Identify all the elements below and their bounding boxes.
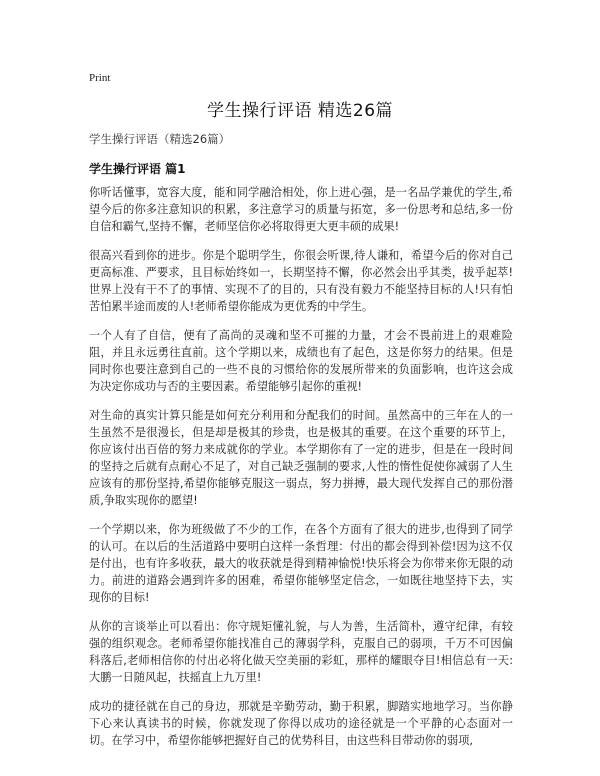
paragraph: 很高兴看到你的进步。你是个聪明学生，你很会听课,待人谦和，希望今后的你对自己更高标准、严要求，且目标始终如一，长期坚持不懈，你必然会出乎其类，拔乎起萃!世界上没有干不了的事情、实现不了的目的，只有没有毅力不能坚持目标的人!只有怕苦怕累半途而废的人!老师希望你能成为更优秀的中学生。 — [89, 249, 513, 313]
paragraph: 你听话懂事，宽容大度，能和同学融洽相处，你上进心强，是一名品学兼优的学生,希望今后的你多注意知识的积累，多注意学习的质量与拓宽，多一份思考和总结,多一份自信和霸气,坚持不懈，老师坚信你必将取得更大更丰硕的成果! — [89, 186, 513, 233]
paragraph: 一个人有了自信，便有了高尚的灵魂和坚不可摧的力量，才会不畏前进上的艰难险阻，并且永远勇往直前。这个学期以来，成绩也有了起色，这是你努力的结果。但是同时你也要注意到自己的一些不良的习惯给你的发展所带来的负面影响，也许这会成为决定你成功与否的主要因素。希望能够引起你的重视! — [89, 329, 513, 393]
document-subtitle: 学生操行评语（精选26篇） — [89, 132, 231, 146]
paragraph: 一个学期以来，你为班级做了不少的工作，在各个方面有了很大的进步,也得到了同学的认可。在以后的生活道路中要明白这样一条哲理：付出的都会得到补偿!因为这不仅是付出，也有许多收获，最大的收获就是得到精神愉悦!快乐将会为你带来你无限的动力。前进的道路会遇到许多的困难，希望你能够坚定信念，一如既往地坚持下去，实现你的目标! — [89, 523, 513, 604]
section-heading: 学生操行评语 篇1 — [89, 162, 186, 176]
paragraph: 对生命的真实计算只能是如何充分利用和分配我们的时间。虽然高中的三年在人的一生虽然不是很漫长，但是却是极其的珍贵，也是极其的重要。在这个重要的环节上，你应该付出百倍的努力来成就你的学业。本学期你有了一定的进步，但是在一段时间的坚持之后就有点耐心不足了，对自己缺乏强制的要求,人性的惰性促使你减弱了人生应该有的那份坚持,希望你能够克服这一弱点，努力拼搏，最大现代发挥自己的那份潜质,争取实现你的愿望! — [89, 409, 513, 507]
paragraph: 从你的言谈举止可以看出：你守规矩懂礼貌，与人为善，生活简朴，遵守纪律，有较强的组织观念。老师希望你能找准自己的薄弱学科，克服自己的弱项，千万不可因偏科落后,老师相信你的付出必将化做天空美丽的彩虹，那样的耀眼夺目!相信总有一天:大鹏一日随风起，扶摇直上九万里! — [89, 620, 513, 684]
document-body — [89, 184, 513, 761]
paragraph: 成功的捷径就在自己的身边，那就是辛勤劳动，勤于积累，脚踏实地地学习。当你静下心来认真读书的时候，你就发现了你得以成功的途径就是一个平静的心态面对一切。在学习中，希望你能够把握好自己的优势科目，由这些科目带动你的弱项, — [89, 700, 513, 747]
document-title: 学生操行评语 精选26篇 — [206, 101, 394, 121]
print-label: Print — [89, 72, 111, 84]
